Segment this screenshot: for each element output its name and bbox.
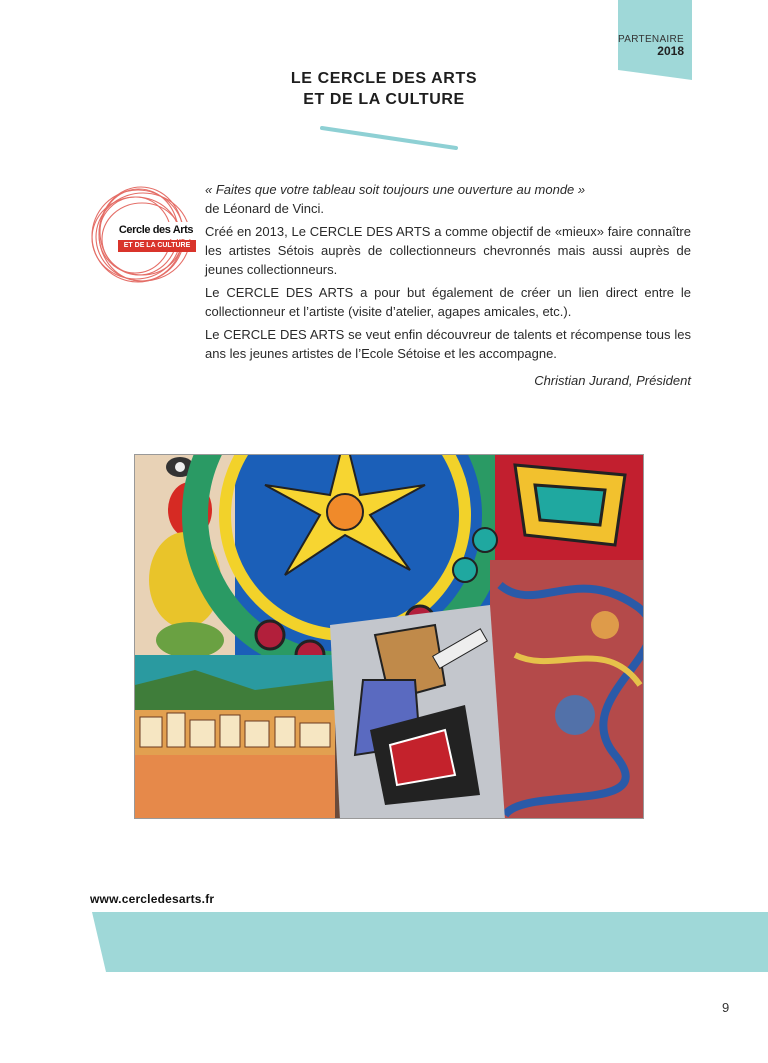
artwork-collage bbox=[134, 454, 644, 819]
paragraph-intro: Créé en 2013, Le CERCLE DES ARTS a comme objectif de «mieux» faire connaître les artistes Sétois auprès de collectionneurs chevronnés mais aussi auprès de jeunes collectionneurs. bbox=[205, 224, 691, 277]
logo-text-bottom: ET DE LA CULTURE bbox=[123, 242, 191, 249]
page-title bbox=[0, 68, 768, 110]
footer-band bbox=[0, 912, 768, 974]
article-body bbox=[205, 180, 691, 394]
partner-tab-year: 2018 bbox=[657, 44, 684, 58]
paragraph-purpose: Le CERCLE DES ARTS a pour but également de créer un lien direct entre le collectionneur et l’artiste (visite d’atelier, agapes amicales, etc.). bbox=[205, 285, 691, 319]
quote: « Faites que votre tableau soit toujours une ouverture au monde » bbox=[205, 182, 586, 197]
signature: Christian Jurand, Président bbox=[534, 373, 691, 388]
page-number: 9 bbox=[722, 1000, 730, 1015]
page-title-line2: ET DE LA CULTURE bbox=[303, 91, 465, 108]
partner-tab-label: PARTENAIRE bbox=[618, 34, 684, 45]
artwork-collage-image bbox=[135, 455, 644, 819]
paragraph-talents: Le CERCLE DES ARTS se veut enfin découvreur de talents et récompense tous les ans les jeunes artistes de l’Ecole Sétoise et les accompagne. bbox=[205, 327, 691, 361]
logo-text-top: Cercle des Arts bbox=[118, 224, 194, 236]
cercle-des-arts-logo bbox=[86, 180, 202, 292]
title-underline bbox=[320, 124, 460, 152]
website-link[interactable]: www.cercledesarts.fr bbox=[90, 892, 215, 906]
quote-author: de Léonard de Vinci. bbox=[205, 201, 325, 216]
page-title-line1: LE CERCLE DES ARTS bbox=[290, 70, 478, 87]
